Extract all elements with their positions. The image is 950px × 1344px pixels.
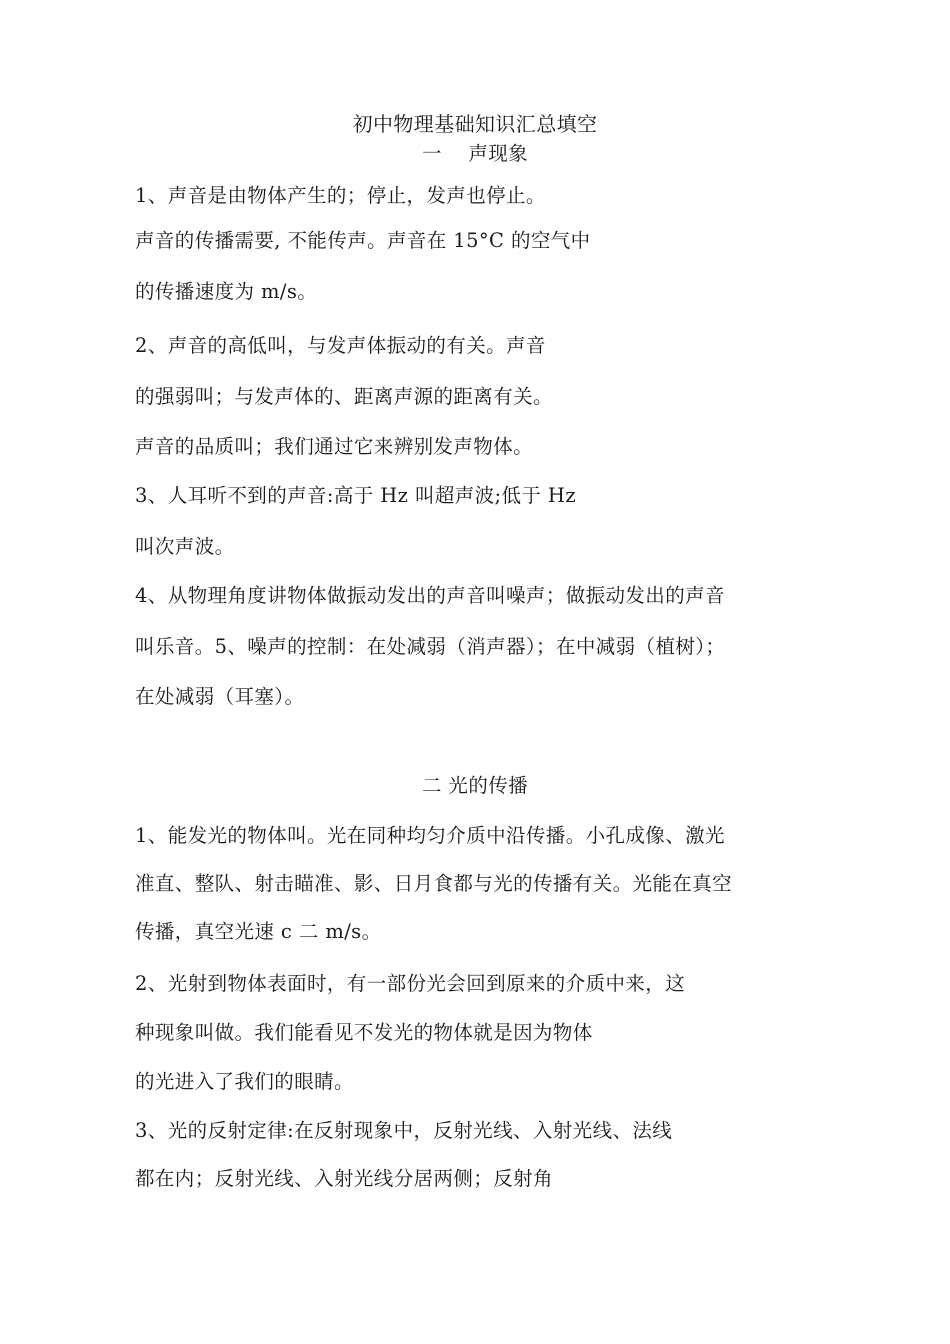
text-line: 4、从物理角度讲物体做振动发出的声音叫噪声；做振动发出的声音 [135,584,725,607]
text-line: 都在内；反射光线、入射光线分居两侧；反射角 [135,1167,553,1190]
text-line: 2、声音的高低叫，与发声体振动的有关。声音 [135,334,546,357]
text-line: 3、人耳听不到的声音:高于 Hz 叫超声波;低于 Hz [135,484,576,507]
text-line: 声音的品质叫；我们通过它来辨别发声物体。 [135,435,534,458]
text-line: 准直、整队、射击瞄准、影、日月食都与光的传播有关。光能在真空 [135,872,733,895]
text-line: 叫乐音。5、噪声的控制：在处减弱（消声器）；在中减弱（植树）； [135,635,726,658]
text-line: 种现象叫做。我们能看见不发光的物体就是因为物体 [135,1021,593,1044]
text-line: 1、声音是由物体产生的；停止，发声也停止。 [135,184,546,207]
text-line: 3、光的反射定律:在反射现象中，反射光线、入射光线、法线 [135,1119,673,1142]
text-line: 叫次声波。 [135,535,235,558]
text-line: 声音的传播需要, 不能传声。声音在 15°C 的空气中 [135,229,591,252]
section-heading-light: 二 光的传播 [421,774,529,797]
text-line: 2、光射到物体表面时，有一部份光会回到原来的介质中来，这 [135,972,686,995]
text-line: 的光进入了我们的眼睛。 [135,1070,354,1093]
page-title: 初中物理基础知识汇总填空 [352,112,598,136]
text-line: 在处减弱（耳塞）。 [135,685,305,708]
text-line: 1、能发光的物体叫。光在同种均匀介质中沿传播。小孔成像、激光 [135,824,725,847]
text-line: 的传播速度为 m/s。 [135,280,318,303]
text-line: 传播，真空光速 c 二 m/s。 [135,920,382,943]
section-heading-sound: 一 声现象 [421,142,529,165]
text-line: 的强弱叫；与发声体的、距离声源的距离有关。 [135,385,553,408]
